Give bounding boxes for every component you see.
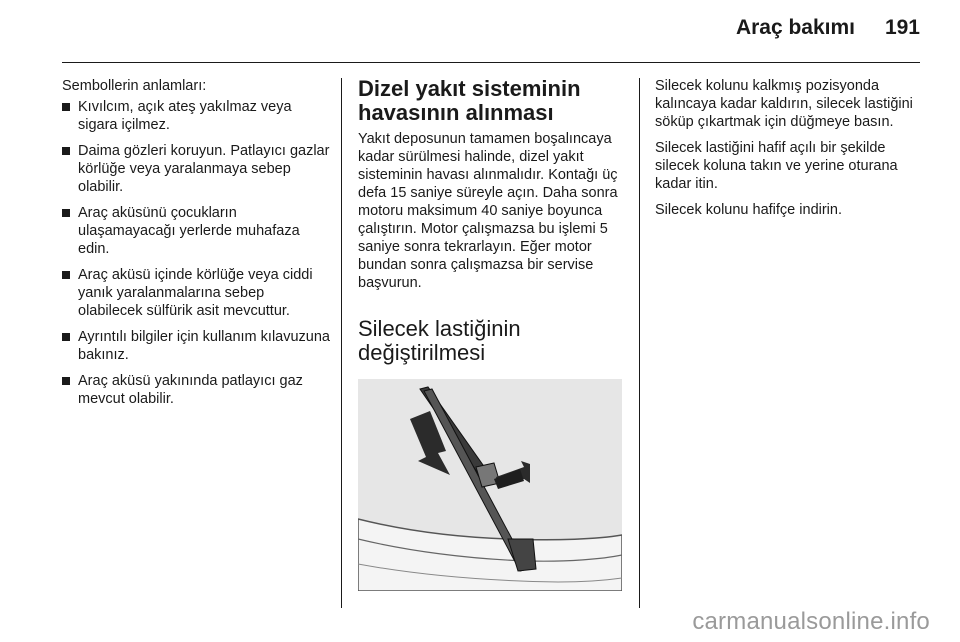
square-bullet-icon [62,271,70,279]
list-item-text: Ayrıntılı bilgiler için kullanım kılavuzuna bakınız. [78,329,330,363]
page-number: 191 [884,16,920,39]
square-bullet-icon [62,103,70,111]
column-wiper-instructions [655,77,923,227]
diesel-bleeding-paragraph: Yakıt deposunun tamamen boşalıncaya kadar sürülmesi halinde, dizel yakıt sisteminin havası alınmalıdır. Kontağı üç defa 15 saniye süreyle açın. Daha sonra motoru maksimum 40 saniye boyunca çalıştırın. Motor çalışmazsa bu işlemi 5 saniye sonra tekrarlayın. Eğer motor bundan sonra çalışmazsa bir servise başvurun. [358,131,618,291]
section-heading-diesel-bleeding: Dizel yakıt sisteminin havasının alınması [358,76,581,125]
square-bullet-icon [62,209,70,217]
wiper-blade-illustration [358,379,622,591]
symbols-list [62,98,330,408]
list-item-text: Araç aküsünü çocukların ulaşamayacağı yerlerde muhafaza edin. [78,205,300,257]
list-item [62,266,330,320]
list-item [62,328,330,364]
column-diesel-and-wiper [358,77,624,591]
wiper-step-2: Silecek lastiğini hafif açılı bir şekilde silecek koluna takın ve yerine oturana kadar itin. [655,140,898,192]
column-divider-2 [639,78,640,608]
wiper-step-1: Silecek kolunu kalkmış pozisyonda kalıncaya kadar kaldırın, silecek lastiğini söküp çıkartmak için düğmeye basın. [655,78,913,130]
list-item-text: Kıvılcım, açık ateş yakılmaz veya sigara içilmez. [78,99,292,133]
list-item [62,372,330,408]
list-item-text: Araç aküsü yakınında patlayıcı gaz mevcut olabilir. [78,373,303,407]
square-bullet-icon [62,377,70,385]
site-watermark: carmanualsonline.info [692,608,930,635]
wiper-step-3: Silecek kolunu hafifçe indirin. [655,202,842,218]
square-bullet-icon [62,333,70,341]
list-item [62,98,330,134]
list-item [62,204,330,258]
wiper-illustration-svg [358,379,622,591]
symbols-intro: Sembollerin anlamları: [62,78,207,94]
column-divider-1 [341,78,342,608]
square-bullet-icon [62,147,70,155]
running-header-title: Araç bakımı [735,16,855,39]
header-rule [62,62,920,63]
list-item-text: Daima gözleri koruyun. Patlayıcı gazlar körlüğe veya yaralanmaya sebep olabilir. [78,143,330,195]
list-item [62,142,330,196]
column-symbols [62,77,330,416]
list-item-text: Araç aküsü içinde körlüğe veya ciddi yanık yaralanmalarına sebep olabilecek sülfürik asit mevcuttur. [78,267,313,319]
section-heading-wiper-blade: Silecek lastiğinin değiştirilmesi [358,316,521,365]
